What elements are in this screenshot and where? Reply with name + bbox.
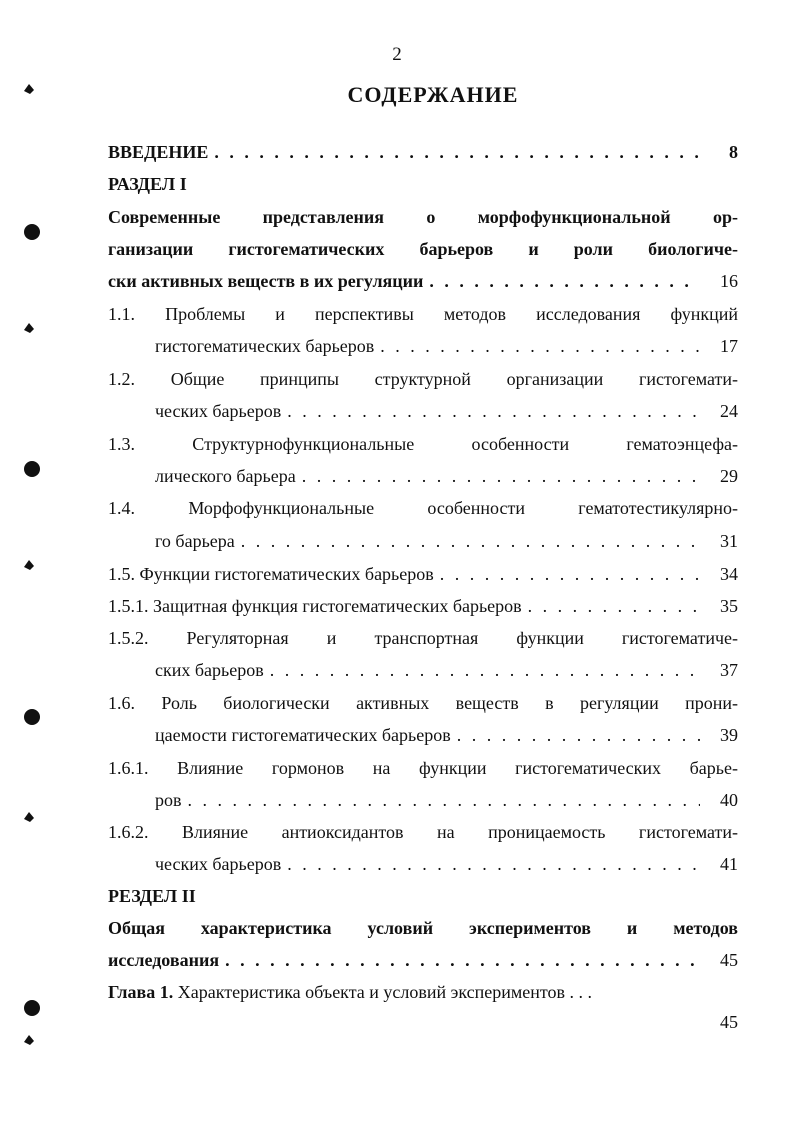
toc-entry-intro (108, 140, 738, 164)
toc-entry-text: ски активных веществ в их регуляции (108, 271, 424, 291)
toc-entry-section1 (108, 269, 738, 293)
leader-dots (287, 399, 700, 423)
toc-entry-text: ских барьеров (155, 660, 264, 680)
leader-dots (241, 529, 700, 553)
toc-page-number: 37 (720, 660, 738, 680)
margin-dot (24, 709, 40, 725)
toc-entry-text: гистогематических барьеров (155, 336, 375, 356)
section-heading-1: РАЗДЕЛ I (108, 174, 187, 194)
margin-mark (24, 812, 34, 822)
margin-dot (24, 461, 40, 477)
toc-entry-line: 1.2. Общие принципы структурной организации гистогемати- (108, 369, 738, 389)
toc-entry-1-4 (108, 529, 738, 553)
margin-mark (24, 1035, 34, 1045)
toc-entry-line: 1.6. Роль биологически активных веществ в регуляции прони- (108, 693, 738, 713)
toc-entry-line: Современные представления о морфофункциональной ор- (108, 207, 738, 227)
toc-page-number: 8 (729, 142, 738, 162)
toc-page-number: 41 (720, 854, 738, 874)
leader-dots (457, 723, 700, 747)
toc-entry-text: Характеристика объекта и условий экспериментов . . . (177, 982, 593, 1002)
margin-dot (24, 1000, 40, 1016)
toc-entry-1-1 (108, 334, 738, 358)
toc-entry-text: ческих барьеров (155, 854, 282, 874)
leader-dots (528, 594, 700, 618)
toc-entry-line: 1.6.2. Влияние антиоксидантов на проницаемость гистогемати- (108, 822, 738, 842)
toc-page-number: 29 (720, 466, 738, 486)
toc-page-number: 31 (720, 531, 738, 551)
page-title: СОДЕРЖАНИЕ (347, 82, 519, 107)
page-number: 2 (392, 44, 402, 65)
toc-entry-1-5 (108, 562, 738, 586)
leader-dots (214, 140, 700, 164)
toc-entry-text: цаемости гистогематических барьеров (155, 725, 451, 745)
toc-page-number: 34 (720, 564, 738, 584)
toc-page-number: 16 (720, 271, 738, 291)
toc-entry-line: 1.5.2. Регуляторная и транспортная функции гистогематиче- (108, 628, 738, 648)
leader-dots (429, 269, 700, 293)
toc-entry-text: ческих барьеров (155, 401, 282, 421)
toc-entry-line: 1.1. Проблемы и перспективы методов исследования функций (108, 304, 738, 324)
toc-entry-1-3 (108, 464, 738, 488)
margin-mark (24, 560, 34, 570)
leader-dots (440, 562, 700, 586)
leader-dots (302, 464, 700, 488)
toc-entry-text: го барьера (155, 531, 235, 551)
leader-dots (188, 788, 701, 812)
leader-dots (225, 948, 700, 972)
margin-dot (24, 224, 40, 240)
toc-page-number: 24 (720, 401, 738, 421)
toc-entry-1-6-2 (108, 852, 738, 876)
toc-entry-text: ВВЕДЕНИЕ (108, 142, 209, 162)
toc-entry-text: лического барьера (155, 466, 296, 486)
toc-entry-line: 1.6.1. Влияние гормонов на функции гистогематических барье- (108, 758, 738, 778)
margin-mark (24, 323, 34, 333)
toc-entry-1-5-1 (108, 594, 738, 618)
section-heading-2: РЕЗДЕЛ II (108, 886, 196, 906)
toc-entry-text: ров (155, 790, 182, 810)
toc-entry-line: 1.4. Морфофункциональные особенности гематотестикулярно- (108, 498, 738, 518)
toc-entry-text: 1.5.1. Защитная функция гистогематических барьеров (108, 596, 522, 616)
toc-page-number: 35 (720, 596, 738, 616)
toc-entry-line: 1.3. Структурнофункциональные особенности гематоэнцефа- (108, 434, 738, 454)
toc-entry-text: исследования (108, 950, 220, 970)
toc-entry-1-5-2 (108, 658, 738, 682)
toc-page-number: 45 (720, 950, 738, 970)
leader-dots (270, 658, 700, 682)
toc-page-number: 45 (720, 1012, 738, 1032)
toc-page-number: 17 (720, 336, 738, 356)
toc-entry-1-2 (108, 399, 738, 423)
leader-dots (287, 852, 700, 876)
leader-dots (380, 334, 700, 358)
toc-entry-text: 1.5. Функции гистогематических барьеров (108, 564, 434, 584)
toc-entry-chapter1 (108, 980, 708, 1004)
chapter-label: Глава 1. (108, 982, 174, 1002)
toc-page-number: 40 (720, 790, 738, 810)
toc-entry-line: Общая характеристика условий экспериментов и методов (108, 918, 738, 938)
toc-entry-line: ганизации гистогематических барьеров и роли биологиче- (108, 239, 738, 259)
toc-page-number: 39 (720, 725, 738, 745)
toc-entry-1-6-1 (108, 788, 738, 812)
toc-entry-1-6 (108, 723, 738, 747)
toc-entry-section2 (108, 948, 738, 972)
